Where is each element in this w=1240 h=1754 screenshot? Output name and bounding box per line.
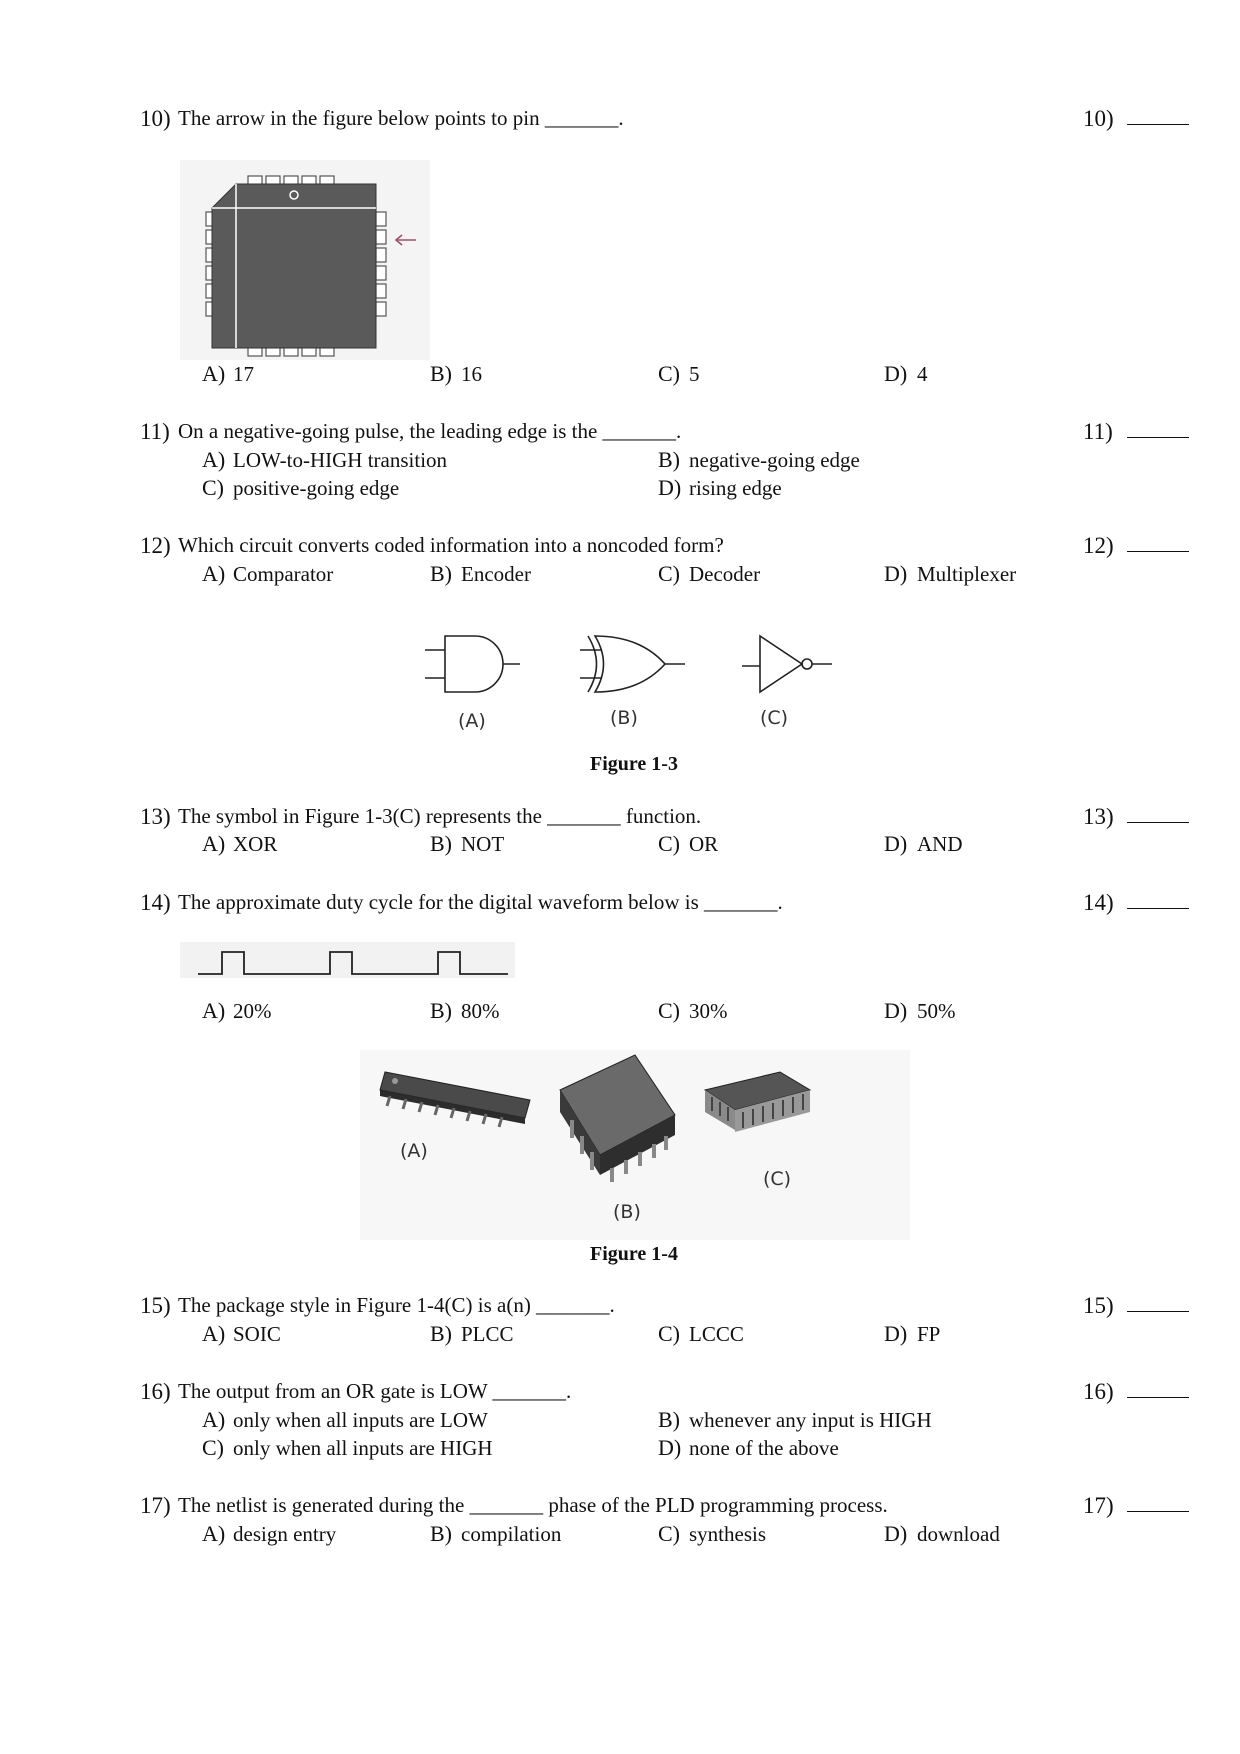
answer-17-number: 17)	[1083, 1493, 1114, 1518]
not-gate-icon	[742, 636, 832, 692]
q10-option-d-text: 4	[917, 362, 928, 386]
answer-15-number: 15)	[1083, 1293, 1114, 1318]
figure-1-3-caption: Figure 1-3	[590, 753, 678, 775]
q17-option-a-letter: A)	[202, 1521, 226, 1546]
q13-option-b-letter: B)	[430, 831, 452, 856]
q14-option-a-text: 20%	[233, 999, 272, 1023]
q16-option-c-text: only when all inputs are HIGH	[233, 1436, 493, 1460]
q12-option-c-letter: C)	[658, 561, 680, 586]
q16-option-b-letter: B)	[658, 1407, 680, 1432]
q14-option-c-letter: C)	[658, 998, 680, 1023]
q12-option-d-text: Multiplexer	[917, 562, 1017, 586]
q15-option-c-letter: C)	[658, 1321, 680, 1346]
q15-option-c-text: LCCC	[689, 1322, 744, 1346]
answer-11-blank[interactable]	[1127, 437, 1189, 438]
q16-option-d-letter: D)	[658, 1435, 682, 1460]
question-11-number: 11)	[140, 419, 170, 444]
q17-option-b-text: compilation	[461, 1522, 562, 1546]
q11-option-d-text: rising edge	[689, 476, 782, 500]
question-12-number: 12)	[140, 533, 171, 558]
answer-13-number: 13)	[1083, 804, 1114, 829]
answer-11-number: 11)	[1083, 419, 1113, 444]
q10-option-b-letter: B)	[430, 361, 452, 386]
figure-1-3-label-a: (A)	[458, 710, 486, 732]
q14-option-b-text: 80%	[461, 999, 500, 1023]
answer-12-blank[interactable]	[1127, 551, 1189, 552]
q15-option-a-text: SOIC	[233, 1322, 281, 1346]
and-gate-icon	[425, 636, 520, 692]
question-12-text: Which circuit converts coded information into a noncoded form?	[178, 533, 724, 557]
answer-16-number: 16)	[1083, 1379, 1114, 1404]
question-15-number: 15)	[140, 1293, 171, 1318]
q15-option-b-text: PLCC	[461, 1322, 514, 1346]
question-17-text: The netlist is generated during the _______ phase of the PLD programming process.	[178, 1493, 888, 1517]
figure-1-4-caption: Figure 1-4	[590, 1243, 678, 1265]
q17-option-a-text: design entry	[233, 1522, 337, 1546]
q14-option-d-letter: D)	[884, 998, 908, 1023]
question-10-text: The arrow in the figure below points to pin _______.	[178, 106, 624, 130]
figure-1-4-label-c: (C)	[763, 1168, 792, 1190]
q17-option-b-letter: B)	[430, 1521, 452, 1546]
q10-option-a-text: 17	[233, 362, 254, 386]
answer-12-number: 12)	[1083, 533, 1114, 558]
q16-option-b-text: whenever any input is HIGH	[689, 1408, 932, 1432]
q13-option-a-text: XOR	[233, 832, 278, 856]
q14-option-a-letter: A)	[202, 998, 226, 1023]
q17-option-c-text: synthesis	[689, 1522, 767, 1546]
q13-option-d-letter: D)	[884, 831, 908, 856]
q13-option-c-letter: C)	[658, 831, 680, 856]
answer-10-number: 10)	[1083, 106, 1114, 131]
q12-option-b-letter: B)	[430, 561, 452, 586]
q16-option-a-letter: A)	[202, 1407, 226, 1432]
q10-option-a-letter: A)	[202, 361, 226, 386]
question-17-number: 17)	[140, 1493, 171, 1518]
q13-option-a-letter: A)	[202, 831, 226, 856]
q10-option-b-text: 16	[461, 362, 482, 386]
question-14-text: The approximate duty cycle for the digital waveform below is _______.	[178, 890, 783, 914]
q14-option-c-text: 30%	[689, 999, 728, 1023]
answer-10-blank[interactable]	[1127, 124, 1189, 125]
q10-option-c-text: 5	[689, 362, 700, 386]
q11-option-c-text: positive-going edge	[233, 476, 400, 500]
q16-option-d-text: none of the above	[689, 1436, 839, 1460]
answer-14-blank[interactable]	[1127, 908, 1189, 909]
plcc-chip-figure	[180, 160, 430, 360]
q16-option-c-letter: C)	[202, 1435, 224, 1460]
answer-17-blank[interactable]	[1127, 1511, 1189, 1512]
q12-option-b-text: Encoder	[461, 562, 531, 586]
q10-option-c-letter: C)	[658, 361, 680, 386]
q16-option-a-text: only when all inputs are LOW	[233, 1408, 488, 1432]
digital-waveform	[180, 940, 515, 980]
question-13-text: The symbol in Figure 1-3(C) represents the _______ function.	[178, 804, 702, 828]
q13-option-d-text: AND	[917, 832, 963, 856]
q11-option-c-letter: C)	[202, 475, 224, 500]
q13-option-b-text: NOT	[461, 832, 505, 856]
q12-option-a-letter: A)	[202, 561, 226, 586]
question-10-number: 10)	[140, 106, 171, 131]
question-16-number: 16)	[140, 1379, 171, 1404]
figure-1-4-label-a: (A)	[400, 1140, 428, 1162]
q17-option-d-text: download	[917, 1522, 1000, 1546]
q15-option-d-text: FP	[917, 1322, 941, 1346]
q14-option-b-letter: B)	[430, 998, 452, 1023]
q11-option-a-letter: A)	[202, 447, 226, 472]
q12-option-c-text: Decoder	[689, 562, 761, 586]
question-13-number: 13)	[140, 804, 171, 829]
question-15-text: The package style in Figure 1-4(C) is a(n) _______.	[178, 1293, 615, 1317]
q11-option-d-letter: D)	[658, 475, 682, 500]
q11-option-b-letter: B)	[658, 447, 680, 472]
q12-option-d-letter: D)	[884, 561, 908, 586]
figure-1-3-label-c: (C)	[760, 707, 789, 729]
answer-15-blank[interactable]	[1127, 1311, 1189, 1312]
q13-option-c-text: OR	[689, 832, 719, 856]
q11-option-a-text: LOW-to-HIGH transition	[233, 448, 448, 472]
q12-option-a-text: Comparator	[233, 562, 334, 586]
q17-option-c-letter: C)	[658, 1521, 680, 1546]
question-16-text: The output from an OR gate is LOW _______.	[178, 1379, 572, 1403]
figure-1-3-label-b: (B)	[610, 707, 638, 729]
q10-option-d-letter: D)	[884, 361, 908, 386]
answer-13-blank[interactable]	[1127, 822, 1189, 823]
q14-option-d-text: 50%	[917, 999, 956, 1023]
or-gate-icon	[580, 636, 685, 692]
q15-option-a-letter: A)	[202, 1321, 226, 1346]
q17-option-d-letter: D)	[884, 1521, 908, 1546]
figure-1-4-label-b: (B)	[613, 1201, 641, 1223]
q15-option-b-letter: B)	[430, 1321, 452, 1346]
question-14-number: 14)	[140, 890, 171, 915]
q11-option-b-text: negative-going edge	[689, 448, 860, 472]
answer-16-blank[interactable]	[1127, 1397, 1189, 1398]
q15-option-d-letter: D)	[884, 1321, 908, 1346]
answer-14-number: 14)	[1083, 890, 1114, 915]
question-11-text: On a negative-going pulse, the leading edge is the _______.	[178, 419, 682, 443]
